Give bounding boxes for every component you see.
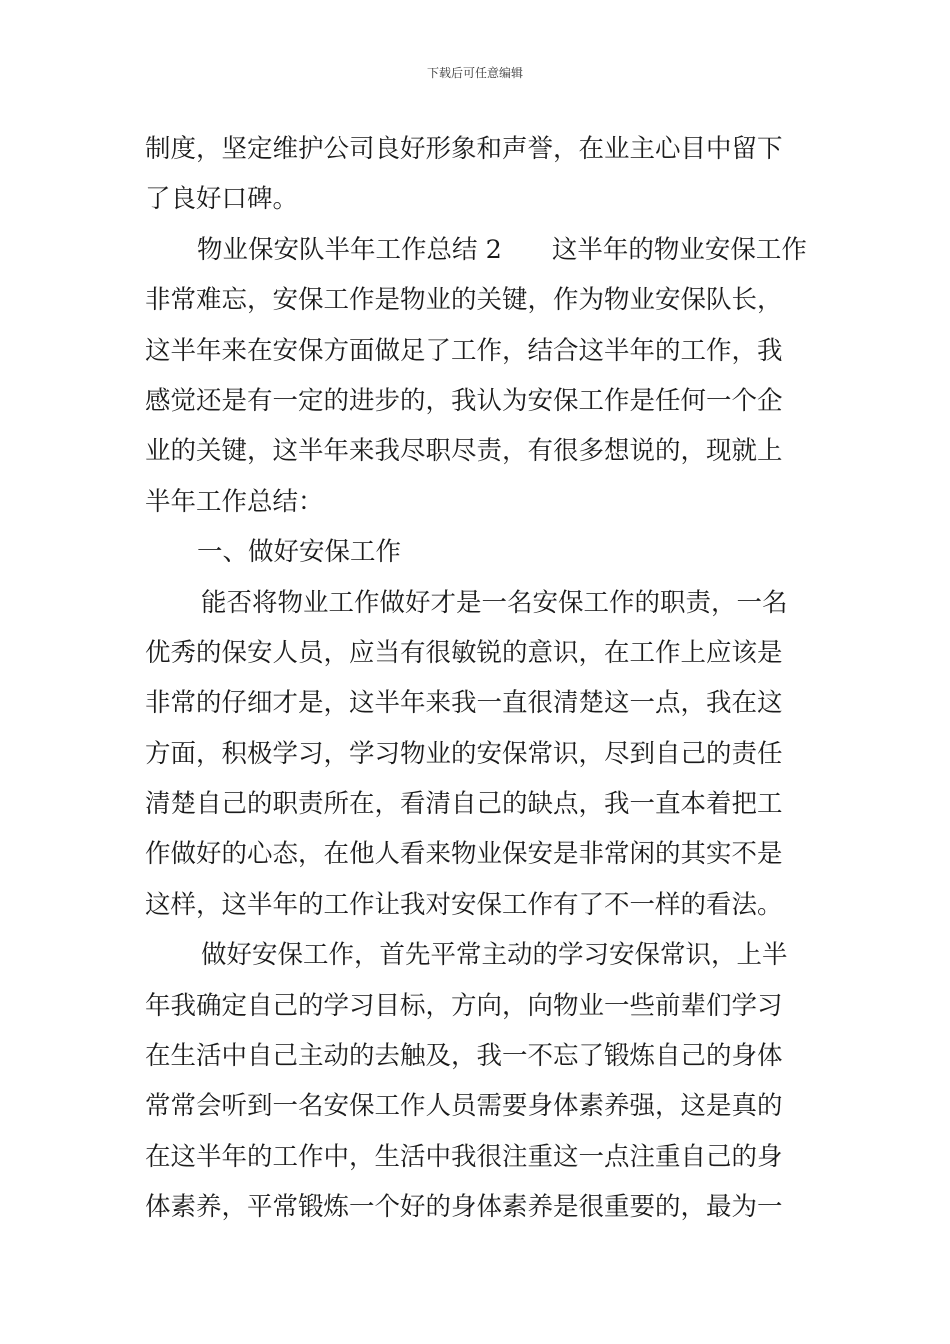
text-line: 这样，这半年的工作让我对安保工作有了不一样的看法。 [145,889,783,920]
document-body [145,124,807,1233]
text-line: 半年工作总结： [145,486,324,517]
text-line: 优秀的保安人员，应当有很敏锐的意识，在工作上应该是 [145,637,783,668]
text-line: 在这半年的工作中，生活中我很注重这一点注重自己的身 [145,1141,783,1172]
text-line: 能否将物业工作做好才是一名安保工作的职责，一名 [201,587,788,618]
section-heading: 一、做好安保工作 [197,537,402,568]
text-line: 这半年来在安保方面做足了工作，结合这半年的工作，我 [145,335,783,366]
text-line: 这半年的物业安保工作 [551,234,807,265]
text-line: 感觉还是有一定的进步的，我认为安保工作是任何一个企 [145,385,783,416]
text-line: 方面，积极学习，学习物业的安保常识，尽到自己的责任 [145,738,783,769]
section-title-line [145,225,807,275]
text-line: 制度，坚定维护公司良好形象和声誉，在业主心目中留下 [145,134,783,164]
text-line: 清楚自己的职责所在，看清自己的缺点，我一直本着把工 [145,789,783,820]
text-line: 非常难忘，安保工作是物业的关键，作为物业安保队长， [145,285,783,316]
text-line: 业的关键，这半年来我尽职尽责，有很多想说的，现就上 [145,436,783,467]
text-line: 体素养，平常锻炼一个好的身体素养是很重要的，最为一 [145,1192,783,1223]
text-line: 非常的仔细才是，这半年来我一直很清楚这一点，我在这 [145,688,783,719]
page-header: 下载后可任意编辑 [426,66,523,80]
text-line: 在生活中自己主动的去触及，我一不忘了锻炼自己的身体 [145,1041,783,1072]
text-line: 常常会听到一名安保工作人员需要身体素养强，这是真的 [145,1091,783,1122]
text-line: 作做好的心态，在他人看来物业保安是非常闲的其实不是 [145,839,783,870]
text-line: 了良好口碑。 [145,184,299,215]
text-line: 做好安保工作，首先平常主动的学习安保常识，上半 [201,940,788,971]
text-line: 年我确定自己的学习目标，方向，向物业一些前辈们学习 [145,990,783,1021]
section-title: 物业保安队半年工作总结 2 [197,234,502,265]
